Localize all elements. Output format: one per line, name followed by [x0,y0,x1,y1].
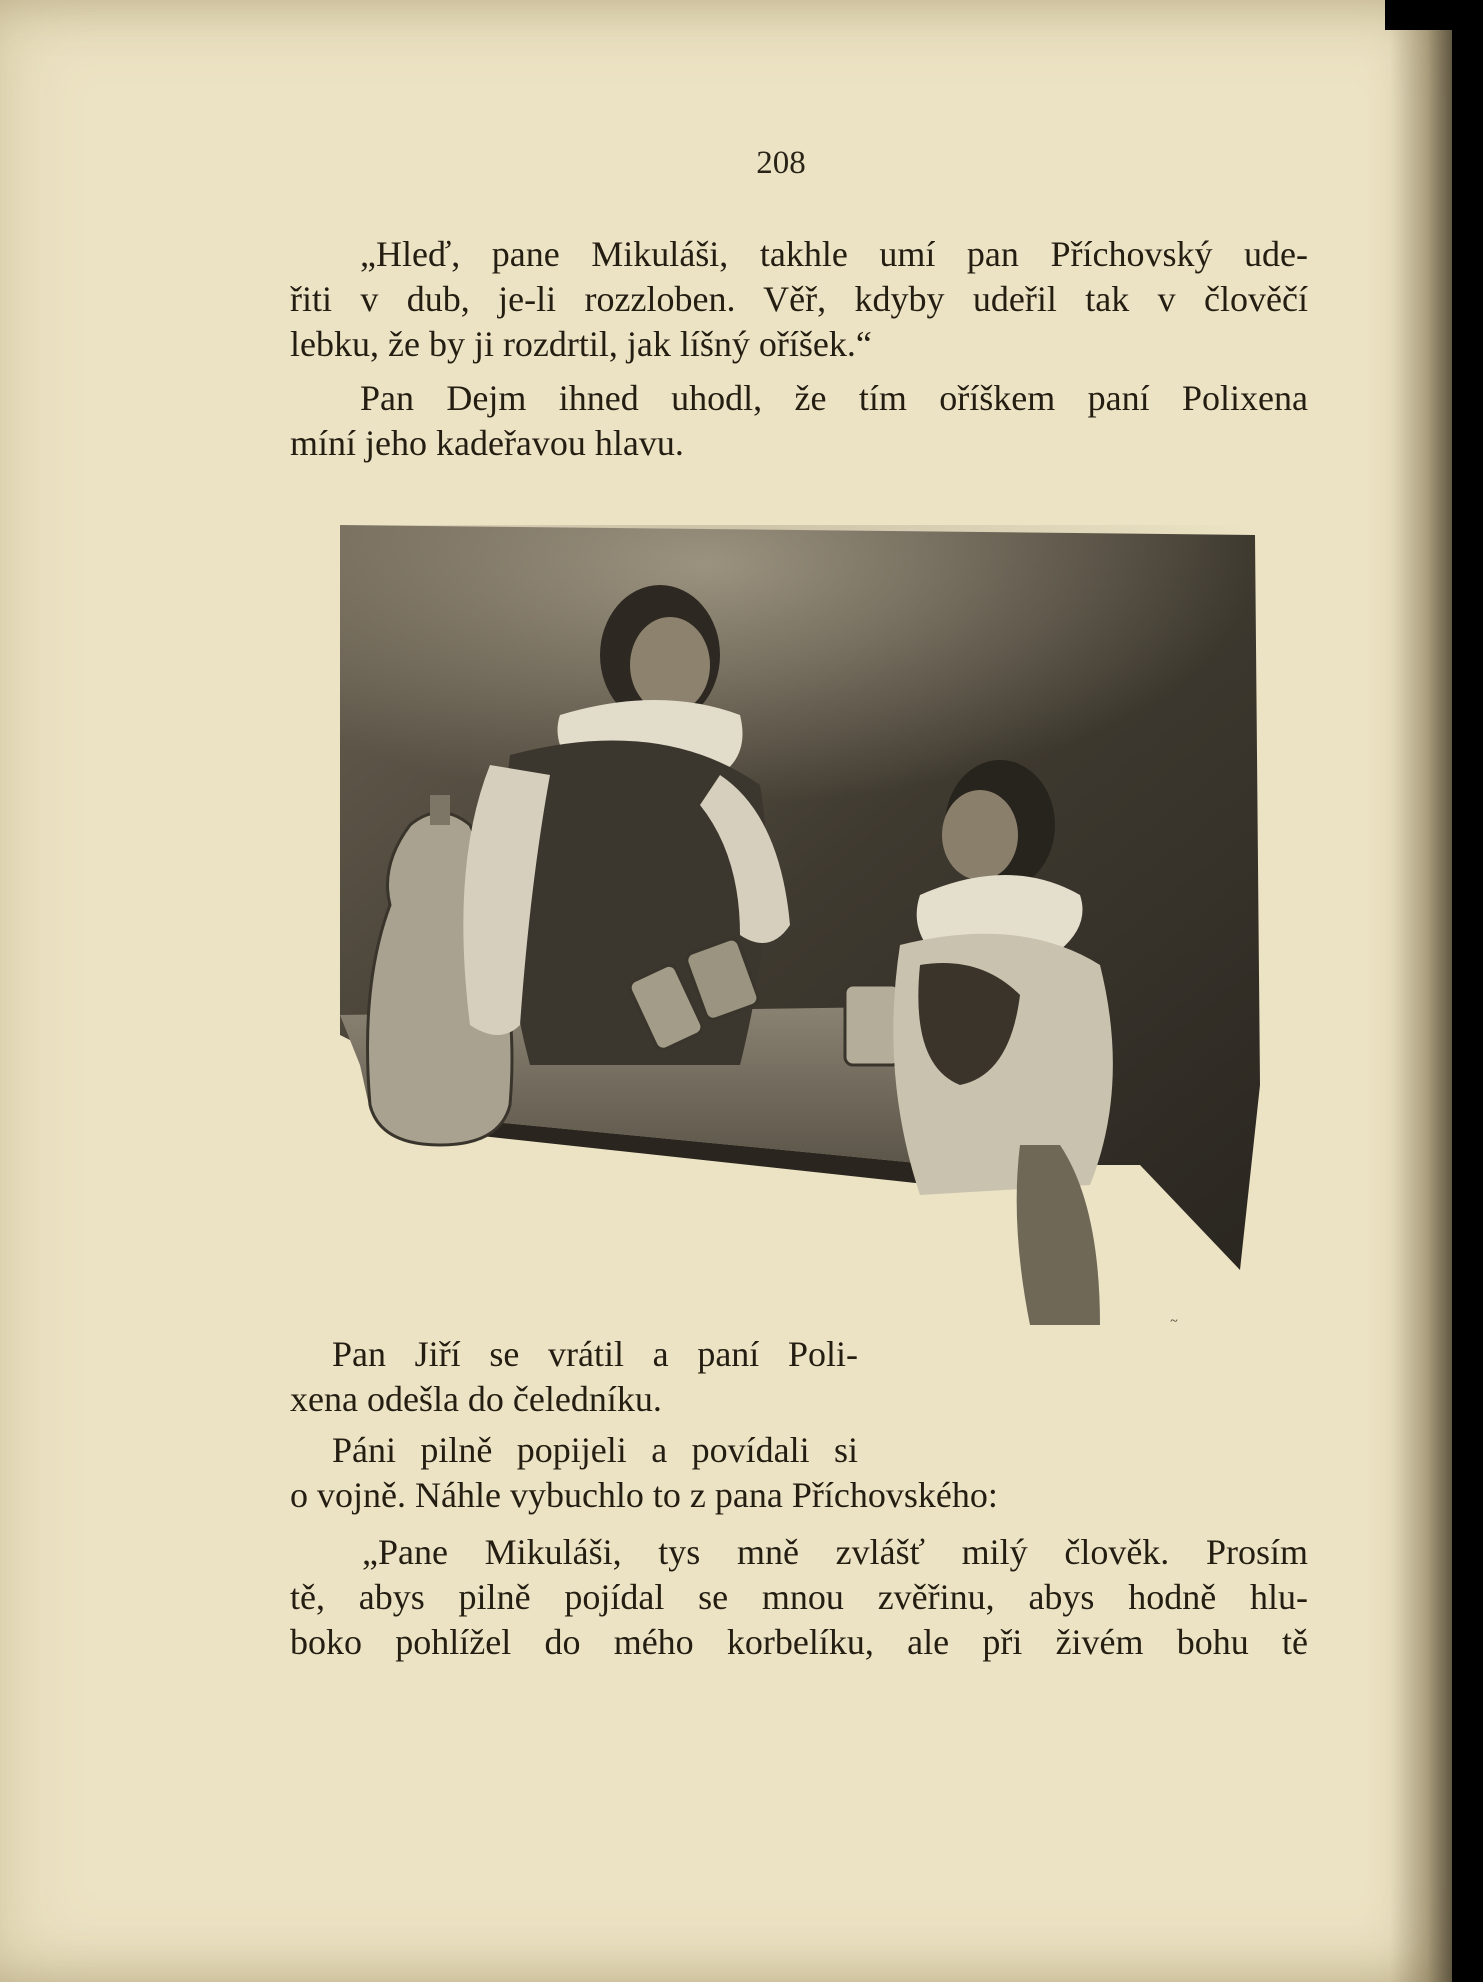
paragraph-line: xena odešla do čeledníku. [290,1379,662,1419]
page-number: 208 [756,145,806,181]
paragraph-4 [290,1428,1308,1518]
paragraph-line: o vojně. Náhle vybuchlo to z pana Příchovského: [290,1475,998,1515]
paragraph-5 [290,1530,1308,1665]
paragraph-3 [290,1332,858,1422]
paragraph-line: lebku, že by ji rozdrtil, jak líšný oříšek.“ [290,324,872,364]
illustration [340,525,1265,1345]
illustration-drawing [340,525,1265,1345]
paragraph-line: Páni pilně popijeli a povídali si [332,1430,858,1470]
paragraph-2 [290,376,1308,466]
paragraph-line: Pan Jiří se vrátil a paní Poli- [332,1334,858,1374]
paragraph-line: Pan Dejm ihned uhodl, že tím oříškem paní Polixena [360,378,1308,418]
paragraph-line: „Hleď, pane Mikuláši, takhle umí pan Příchovský ude- [360,234,1308,274]
paragraph-line: „Pane Mikuláši, tys mně zvlášť milý člověk. Prosím [362,1532,1308,1572]
paragraph-line: řiti v dub, je-li rozzloben. Věř, kdyby udeřil tak v člověčí [290,279,1308,319]
paragraph-line: míní jeho kadeřavou hlavu. [290,423,684,463]
paragraph-1 [290,232,1308,367]
paragraph-line: tě, abys pilně pojídal se mnou zvěřinu, abys hodně hlu- [290,1577,1308,1617]
page-spine-shadow [1390,0,1452,1982]
scan-edge [1385,0,1483,30]
svg-text:~: ~ [1170,1314,1178,1329]
paragraph-line: boko pohlížel do mého korbelíku, ale při živém bohu tě [290,1622,1308,1662]
